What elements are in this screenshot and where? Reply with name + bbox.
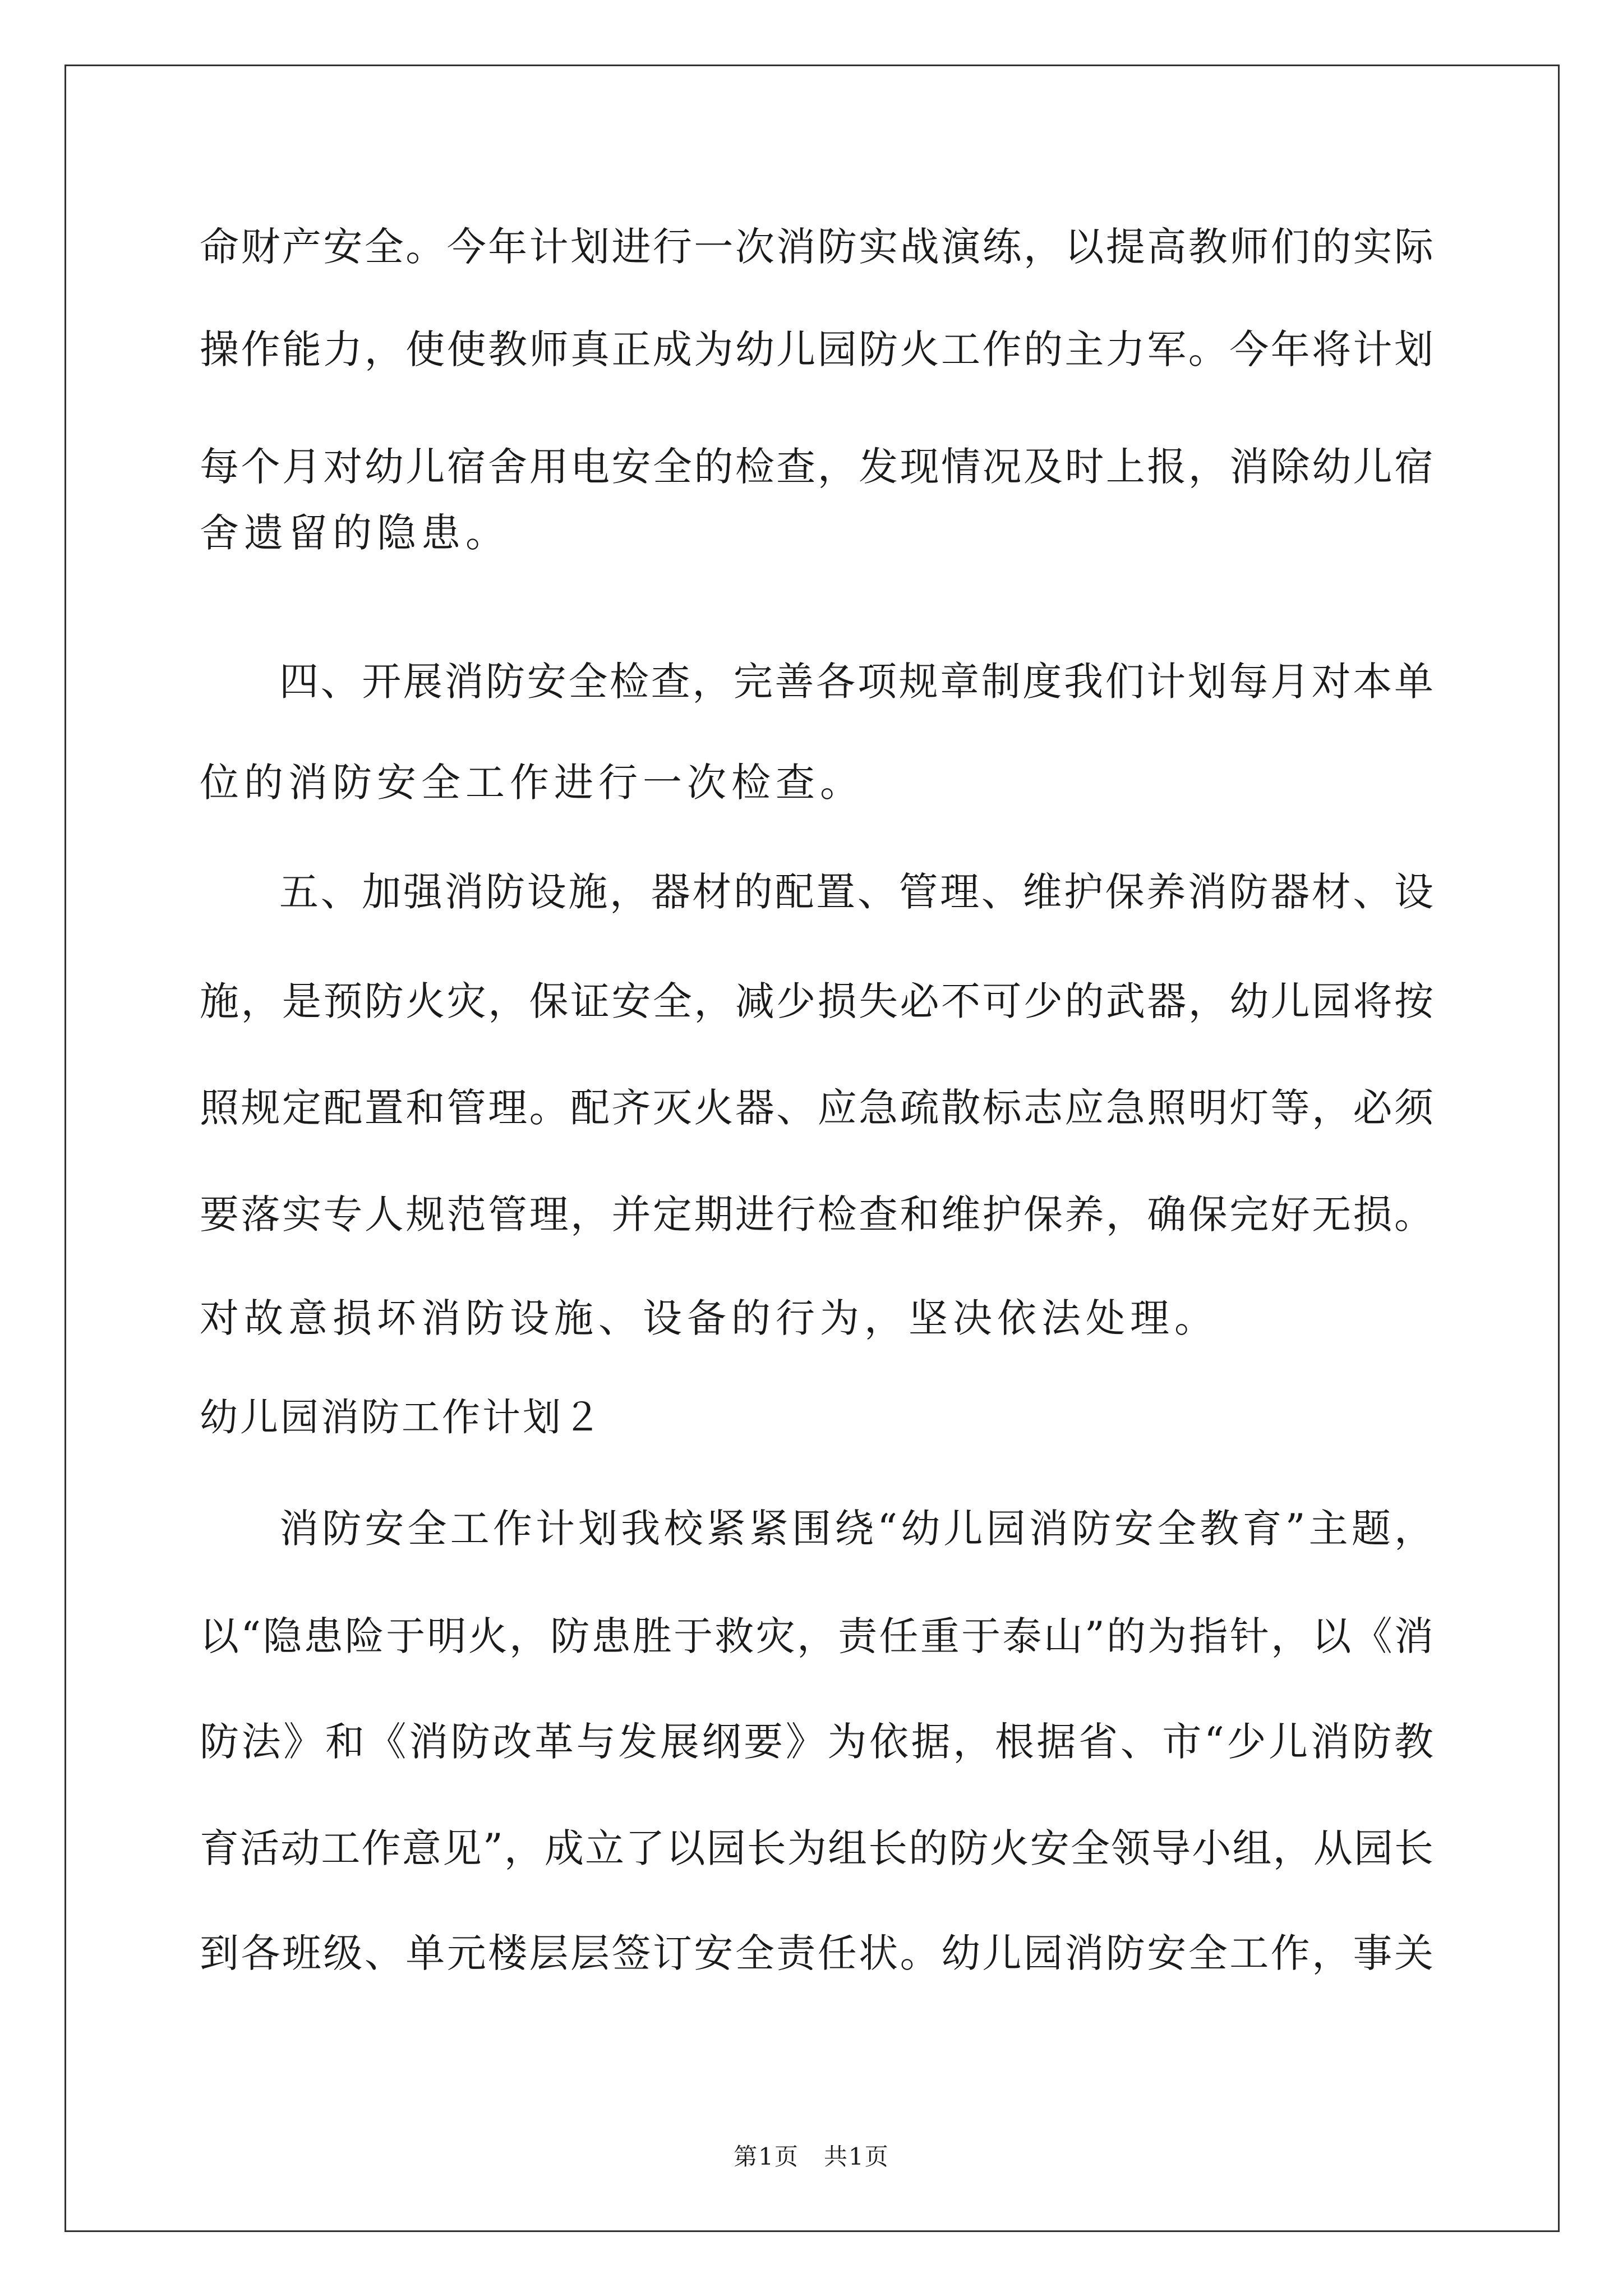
- page-footer: 第1页 共1页: [734, 2143, 889, 2170]
- section-heading: 幼儿园消防工作计划２: [200, 1396, 604, 1440]
- body-line: 位的消防安全工作进行一次检查。: [200, 760, 864, 806]
- body-line: 对故意损坏消防设施、设备的行为，坚决依法处理。: [200, 1295, 1219, 1341]
- body-line: 消防安全工作计划我校紧紧围绕“幼儿园消防安全教育”主题，: [279, 1506, 1433, 1552]
- body-line: 施，是预防火灾，保证安全，减少损失必不可少的武器，幼儿园将按: [200, 978, 1433, 1024]
- body-line: 照规定配置和管理。配齐灭火器、应急疏散标志应急照明灯等，必须: [200, 1085, 1433, 1131]
- body-line: 操作能力，使使教师真正成为幼儿园防火工作的主力军。今年将计划: [200, 326, 1433, 372]
- body-line: 四、开展消防安全检查，完善各项规章制度我们计划每月对本单: [279, 659, 1433, 705]
- body-line: 要落实专人规范管理，并定期进行检查和维护保养，确保完好无损。: [200, 1191, 1433, 1237]
- body-line: 防法》和《消防改革与发展纲要》为依据，根据省、市“少儿消防教: [200, 1719, 1433, 1765]
- body-line: 舍遗留的隐患。: [200, 510, 510, 556]
- body-line: 五、加强消防设施，器材的配置、管理、维护保养消防器材、设: [279, 869, 1433, 915]
- page-border: [64, 65, 1560, 2232]
- body-line: 每个月对幼儿宿舍用电安全的检查，发现情况及时上报，消除幼儿宿: [200, 444, 1433, 490]
- body-line: 育活动工作意见”，成立了以园长为组长的防火安全领导小组，从园长: [200, 1825, 1433, 1871]
- body-line: 到各班级、单元楼层层签订安全责任状。幼儿园消防安全工作，事关: [200, 1930, 1433, 1976]
- body-line: 命财产安全。今年计划进行一次消防实战演练，以提高教师们的实际: [200, 224, 1433, 270]
- body-line: 以“隐患险于明火，防患胜于救灾，责任重于泰山”的为指针，以《消: [200, 1613, 1433, 1659]
